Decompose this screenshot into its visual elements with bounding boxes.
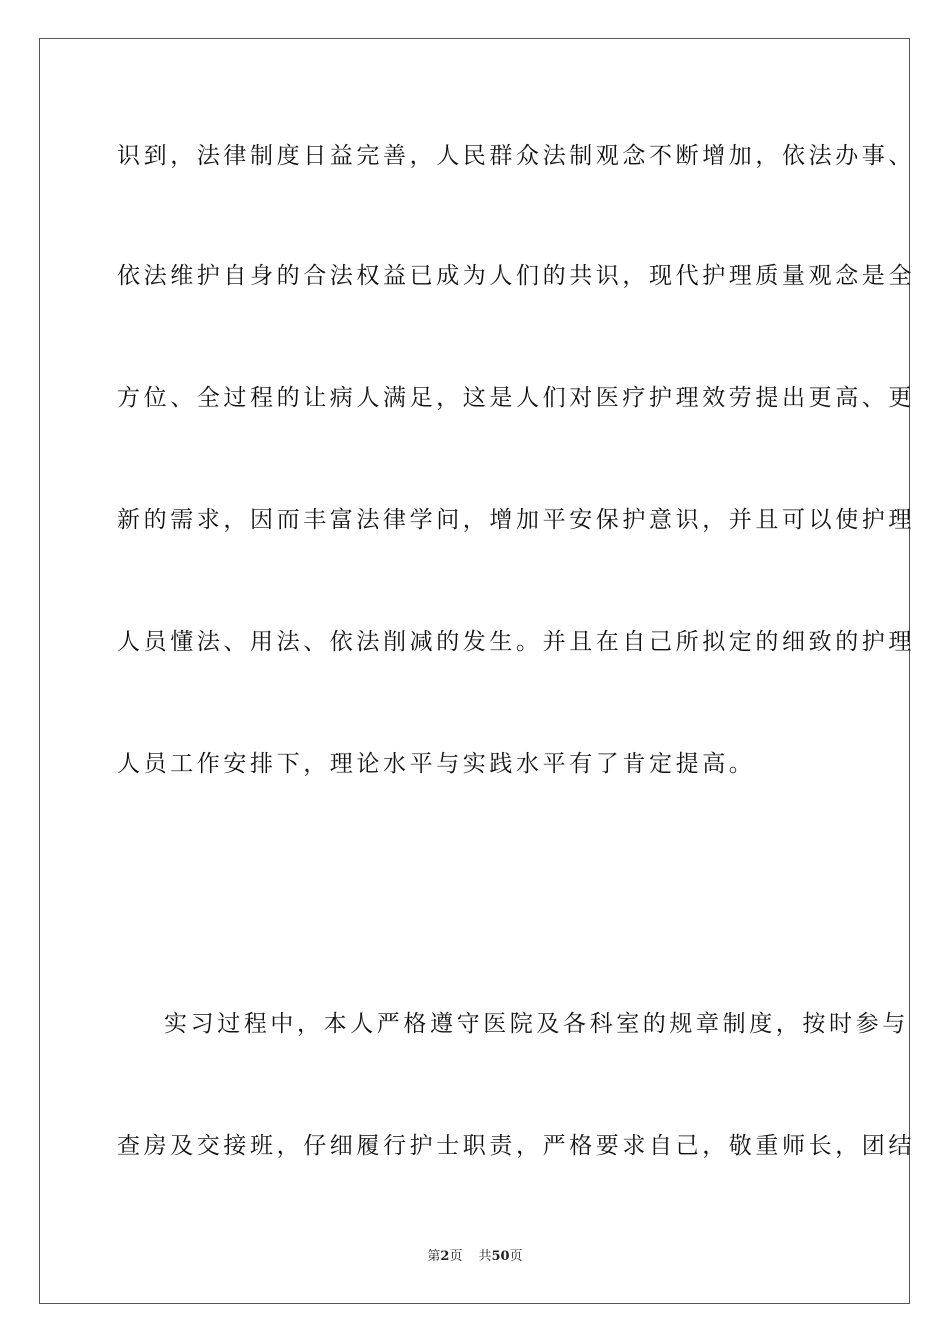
total-prefix: 共 (478, 1249, 492, 1264)
total-suffix: 页 (509, 1249, 523, 1264)
total-pages: 50 (491, 1249, 510, 1264)
page-prefix: 第 (427, 1249, 441, 1264)
text-line-7: 实习过程中，本人严格遵守医院及各科室的规章制度，按时参与 (164, 1011, 909, 1037)
text-line-1: 识到，法律制度日益完善，人民群众法制观念不断增加，依法办事、 (117, 143, 915, 169)
page-number: 2 (440, 1249, 450, 1264)
text-line-5: 人员懂法、用法、依法削减的发生。并且在自己所拟定的细致的护理 (117, 629, 915, 655)
page-suffix: 页 (449, 1249, 463, 1264)
text-line-3: 方位、全过程的让病人满足，这是人们对医疗护理效劳提出更高、更 (117, 385, 915, 411)
page-border (39, 38, 915, 1304)
text-line-4: 新的需求，因而丰富法律学问，增加平安保护意识，并且可以使护理 (117, 507, 915, 533)
text-line-8: 查房及交接班，仔细履行护士职责，严格要求自己，敬重师长，团结 (117, 1133, 915, 1159)
text-line-6: 人员工作安排下，理论水平与实践水平有了肯定提高。 (117, 751, 756, 777)
text-line-2: 依法维护自身的合法权益已成为人们的共识，现代护理质量观念是全 (117, 263, 915, 289)
page-footer (0, 1248, 950, 1266)
